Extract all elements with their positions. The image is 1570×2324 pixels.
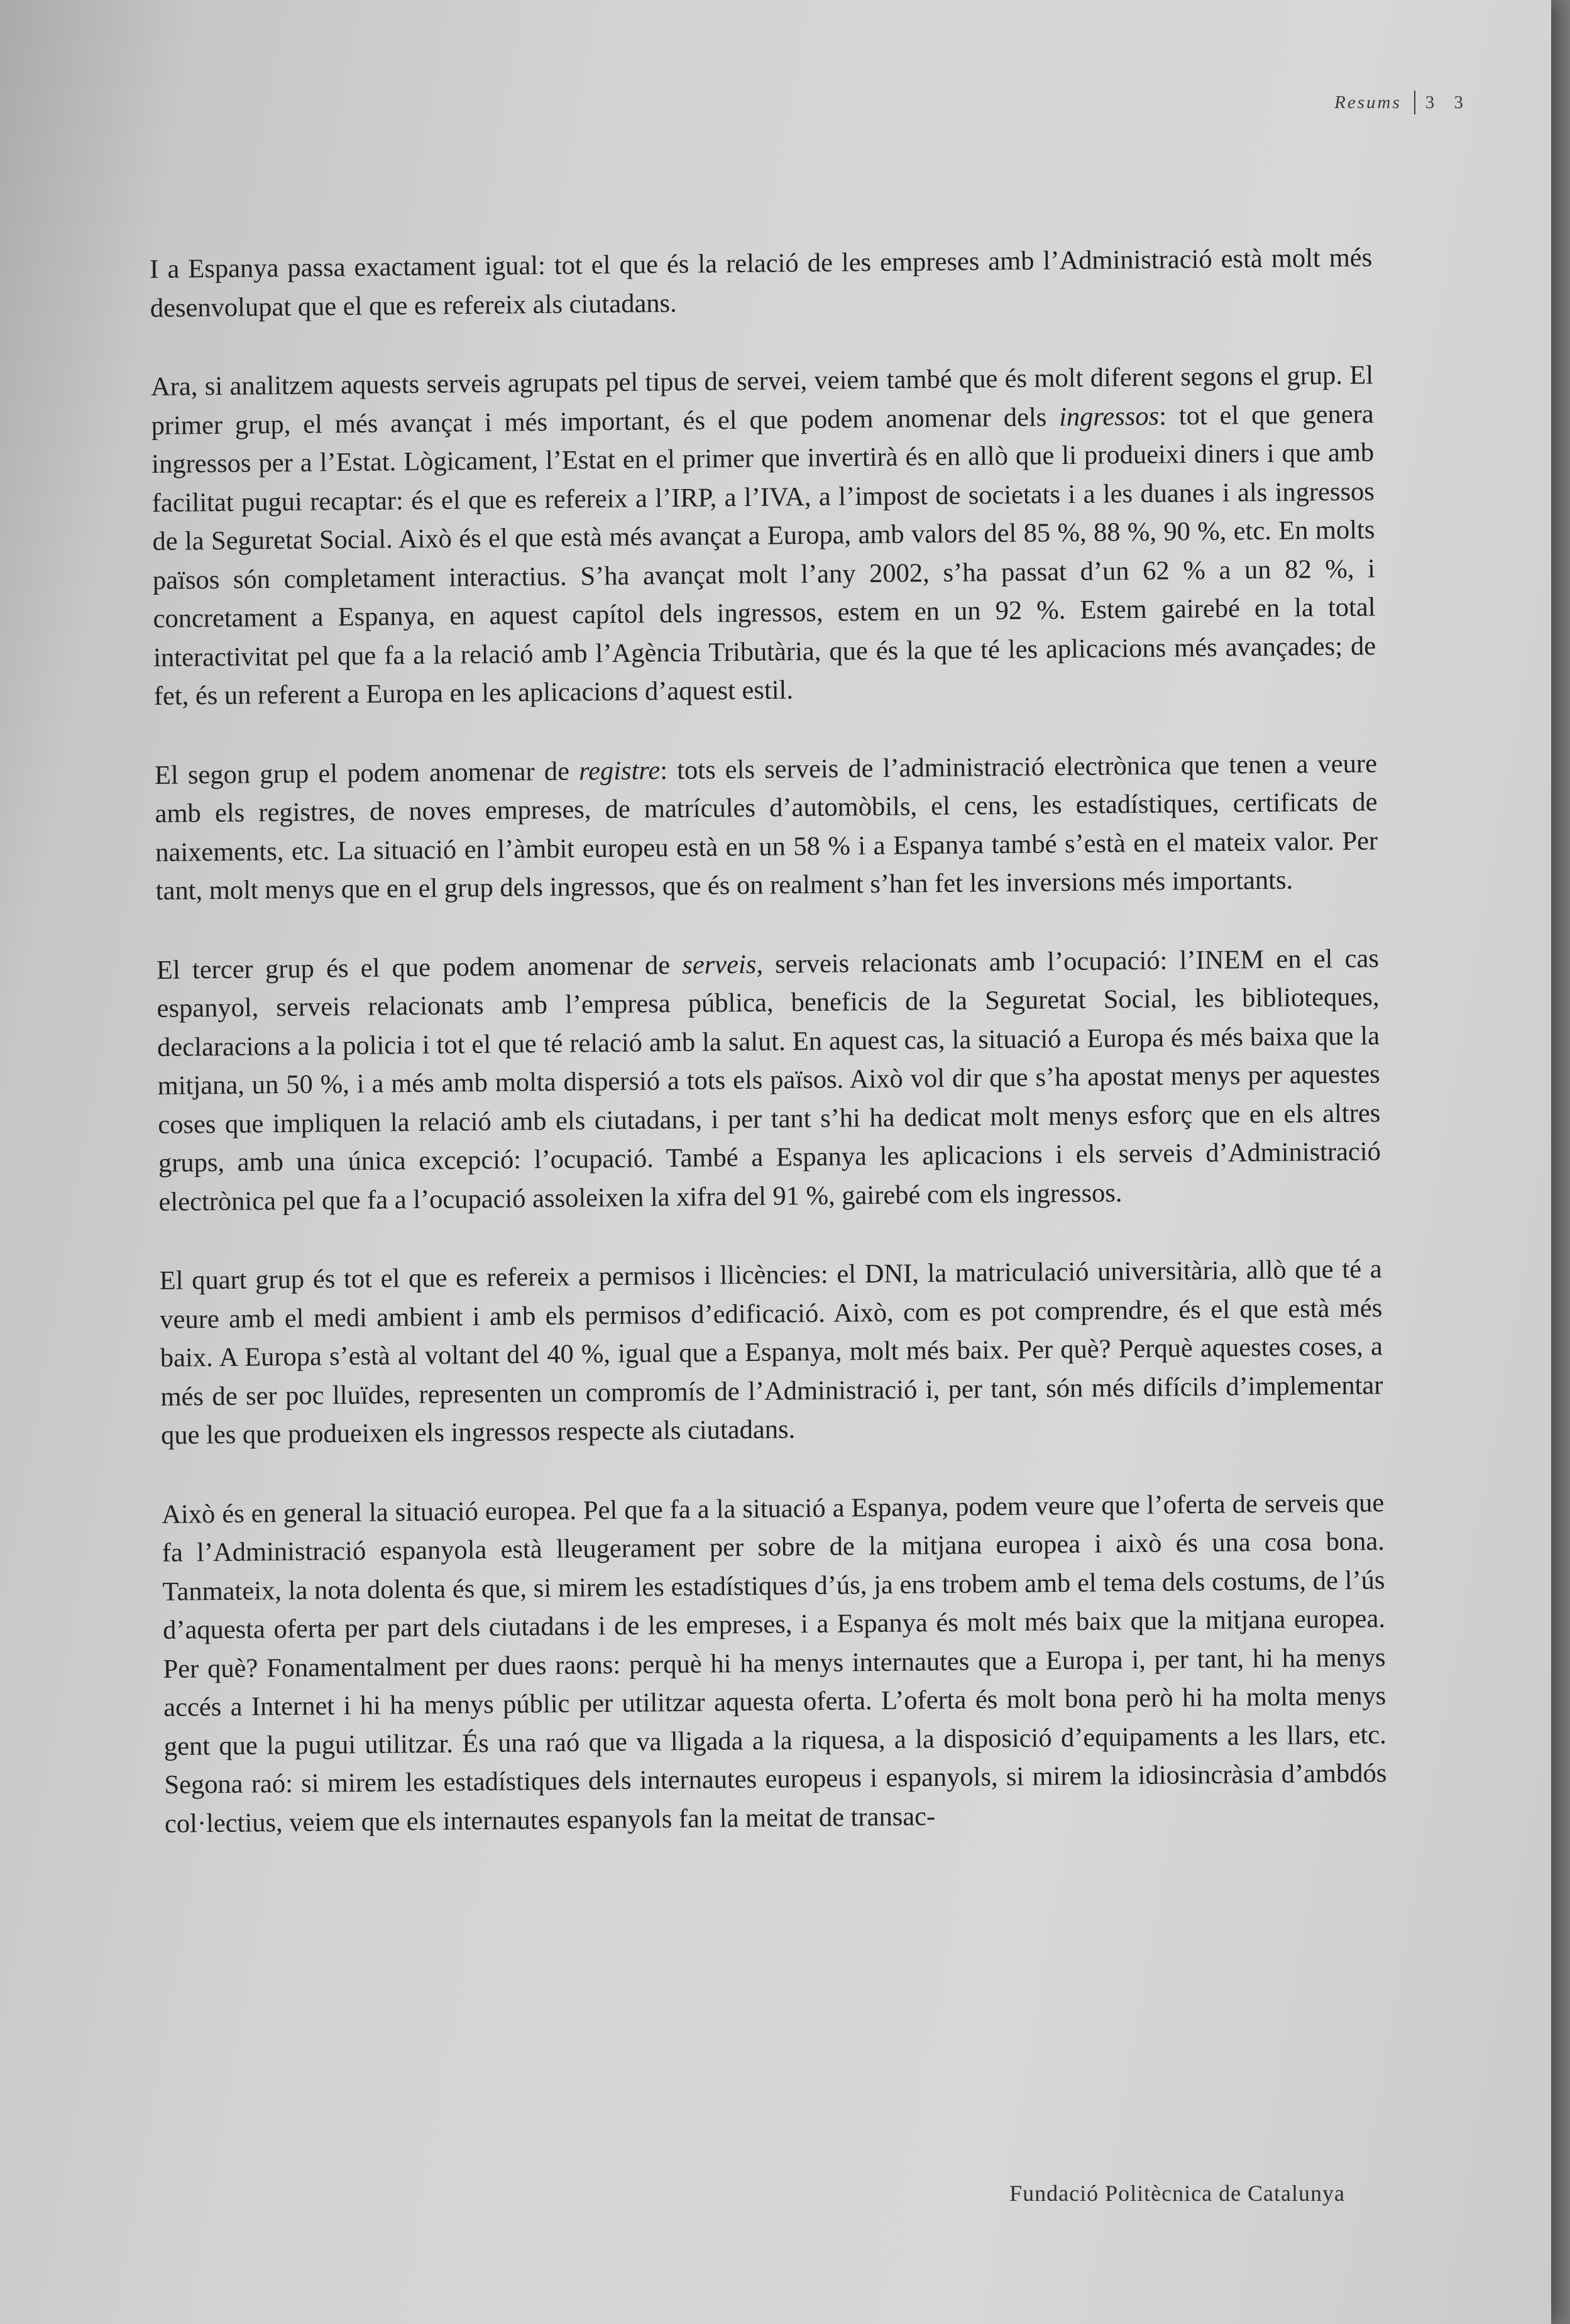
paragraph-text-part: , serveis relacionats amb l’ocupació: l’INEM en el cas espanyol, serveis relacionats amb l’empresa pública, beneficis de la Seguretat Social, les biblioteques, declaracions a la policia i tot el que té relació amb la salut. En aquest cas, la situació a Europa és més baixa que la mitjana, un 50 %, i a més amb molta dispersió a tots els països. Això vol dir que s’ha apostat menys per aquestes coses que impliquen la relació amb els ciutadans, i per tant s’hi ha dedicat molt menys esforç que en els altres grups, amb una única excepció: l’ocupació. També a Espanya les aplicacions i els serveis d’Administració electrònica pel que fa a l’ocupació assoleixen la xifra del 91 %, gairebé com els ingressos. [156, 943, 1381, 1217]
publisher-footer: Fundació Politècnica de Catalunya [1009, 2181, 1345, 2206]
paragraph-text-part: El segon grup el podem anomenar de [154, 756, 579, 790]
section-title: Resums [1334, 92, 1402, 113]
emphasis-term: registre [578, 755, 661, 786]
paragraph-3 [155, 744, 1378, 911]
paragraph-6 [162, 1484, 1387, 1843]
paragraph-4 [156, 939, 1381, 1221]
paragraph-text: Això és en general la situació europea. Pel que fa a la situació a Espanya, podem veure que l’oferta de serveis que fa l’Administració espanyola està lleugerament per sobre de la mitjana europea i això és una cosa bona. Tanmateix, la nota dolenta és que, si mirem les estadístiques d’ús, ja ens trobem amb el tema dels costums, de l’ús d’aquesta oferta per part dels ciutadans i de les empreses, i a Espanya és molt més baix que la mitjana europea. Per què? Fonamentalment per dues raons: perquè hi ha menys internautes que a Europa i, per tant, hi ha menys accés a Internet i hi ha menys públic per utilitzar aquesta oferta. L’oferta és molt bona però hi ha molta menys gent que la pugui utilitzar. És una raó que va lligada a la riquesa, a la disposició d’equipaments a les llars, etc. Segona raó: si mirem les estadístiques dels internautes europeus i espanyols, si mirem la idiosincràsia d’ambdós col·lectius, veiem que els internautes espanyols fan la meitat de transac- [162, 1487, 1387, 1839]
paragraph-text: I a Espanya passa exactament igual: tot el que és la relació de les empreses amb l’Administració està molt més desenvolupat que el que es refereix als ciutadans. [150, 243, 1373, 323]
page-number: 3 3 [1425, 92, 1471, 113]
paragraph-text-part: : tot el que genera ingressos per a l’Estat. Lògicament, l’Estat en el primer que invertirà és en allò que li produeixi diners i que amb facilitat pugui recaptar: és el que es refereix a l’IRP, a l’IVA, a l’impost de societats i a les duanes i als ingressos de la Seguretat Social. Això és el que està més avançat a Europa, amb valors del 85 %, 88 %, 90 %, etc. En molts països són completament interactius. S’ha avançat molt l’any 2002, s’ha passat d’un 62 % a un 82 %, i concretament a Espanya, en aquest capítol dels ingressos, estem en un 92 %. Estem gairebé en la total interactivitat pel que fa a la relació amb l’Agència Tributària, que és la que té les aplicacions més avançades; de fet, és un referent a Europa en les aplicacions d’aquest estil. [151, 399, 1376, 711]
paragraph-text-part: El tercer grup és el que podem anomenar de [156, 950, 683, 985]
paragraph-1 [150, 238, 1373, 328]
header-divider [1414, 91, 1415, 114]
paragraph-text: El quart grup és tot el que es refereix a permisos i llicències: el DNI, la matriculació universitària, allò que té a veure amb el medi ambient i amb els permisos d’edificació. Això, com es pot comprendre, és el que està més baix. A Europa s’està al voltant del 40 %, igual que a Espanya, molt més baix. Per què? Perquè aquestes coses, a més de ser poc lluïdes, representen un compromís de l’Administració i, per tant, són més difícils d’implementar que les que produeixen els ingressos respecte als ciutadans. [159, 1254, 1383, 1450]
body-text [150, 238, 1388, 1883]
paragraph-2 [151, 356, 1376, 715]
paragraph-text-part: : tots els serveis de l’administració electrònica que tenen a veure amb els registres, de noves empreses, de matrícules d’automòbils, el cens, les estadístiques, certificats de naixements, etc. La situació en l’àmbit europeu està en un 58 % i a Espanya també s’està en el mateix valor. Per tant, molt menys que en el grup dels ingressos, que és on realment s’han fet les inversions més importants. [155, 748, 1378, 906]
running-head [1232, 87, 1471, 118]
paragraph-text-part: Ara, si analitzem aquests serveis agrupats pel tipus de servei, veiem també que és molt diferent segons el grup. El primer grup, el més avançat i més important, és el que podem anomenar dels [150, 360, 1374, 441]
emphasis-term: serveis [682, 949, 757, 980]
emphasis-term: ingressos [1058, 401, 1160, 432]
paragraph-5 [159, 1250, 1383, 1455]
